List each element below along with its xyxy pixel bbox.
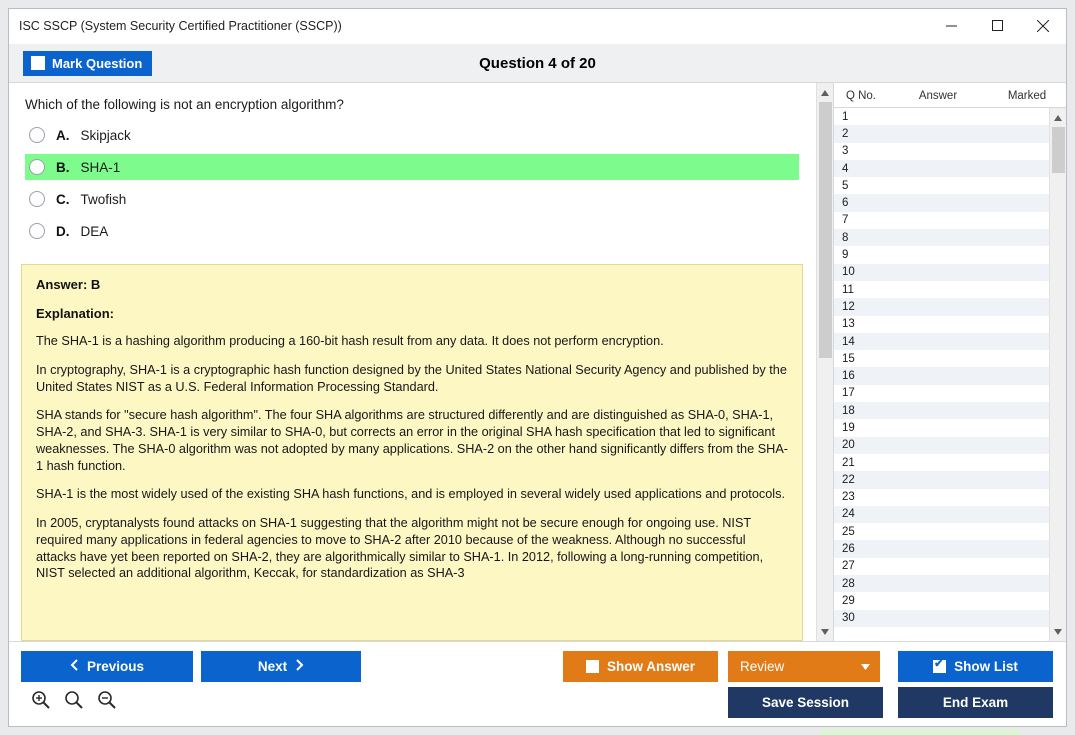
row-question-number: 5 (842, 179, 849, 192)
explanation-paragraph: SHA stands for "secure hash algorithm". The four SHA algorithms are structured differently and are distinguished as SHA-0, SHA-1, SHA-2, and SHA-3. SHA-1 is very similar to SHA-0, but corrects an error in the original SHA hash specification that led to significant weaknesses. The SHA-0 algorithm was not adopted by many applications. SHA-2 on the other hand significantly differs from the SHA-1 hash function. (36, 408, 789, 473)
column-header-marked: Marked (1007, 90, 1047, 102)
table-row[interactable] (834, 558, 1049, 575)
table-row[interactable] (834, 177, 1049, 194)
table-row[interactable] (834, 212, 1049, 229)
page-title: Question 4 of 20 (479, 54, 596, 72)
scrollbar-thumb[interactable] (1052, 127, 1065, 173)
radio-icon[interactable] (29, 191, 45, 207)
end-exam-label: End Exam (942, 695, 1009, 710)
answer-explanation-panel (21, 264, 803, 641)
row-question-number: 7 (842, 214, 849, 227)
table-row[interactable] (834, 419, 1049, 436)
row-question-number: 23 (842, 491, 855, 504)
answer-label: Answer: B (36, 277, 101, 292)
table-row[interactable] (834, 540, 1049, 557)
exam-footer (9, 641, 1066, 726)
table-row[interactable] (834, 523, 1049, 540)
next-button[interactable] (201, 651, 361, 682)
maximize-icon[interactable] (974, 9, 1020, 42)
column-header-qno: Q No. (845, 90, 877, 102)
option-letter: D. (56, 223, 70, 239)
save-session-label: Save Session (761, 695, 850, 710)
zoom-in-icon[interactable] (31, 690, 50, 714)
question-text: Which of the following is not an encryption algorithm? (25, 97, 344, 112)
mark-checkbox-icon (31, 56, 45, 70)
row-question-number: 21 (842, 456, 855, 469)
answer-options (9, 122, 815, 250)
minimize-icon[interactable] (928, 9, 974, 42)
row-question-number: 25 (842, 525, 855, 538)
table-row[interactable] (834, 575, 1049, 592)
table-row[interactable] (834, 437, 1049, 454)
radio-icon[interactable] (29, 159, 45, 175)
show-answer-label: Show Answer (606, 659, 695, 674)
option-a[interactable] (25, 122, 799, 148)
option-c[interactable] (25, 186, 799, 212)
row-question-number: 28 (842, 577, 855, 590)
question-pane (9, 83, 816, 641)
table-row[interactable] (834, 143, 1049, 160)
table-row[interactable] (834, 108, 1049, 125)
row-question-number: 4 (842, 162, 849, 175)
row-question-number: 13 (842, 318, 855, 331)
review-label: Review (740, 659, 785, 674)
table-row[interactable] (834, 367, 1049, 384)
previous-label: Previous (86, 659, 145, 674)
review-dropdown[interactable] (728, 651, 880, 682)
table-row[interactable] (834, 246, 1049, 263)
row-question-number: 9 (842, 249, 849, 262)
row-question-number: 19 (842, 421, 855, 434)
chevron-left-icon (70, 659, 79, 674)
mark-question-button[interactable] (23, 51, 152, 76)
explanation-paragraph: SHA-1 is the most widely used of the existing SHA hash functions, and is employed in several widely used applications and protocols. (36, 487, 785, 502)
row-question-number: 2 (842, 127, 849, 140)
row-question-number: 10 (842, 266, 855, 279)
radio-icon[interactable] (29, 127, 45, 143)
question-list-header (834, 83, 1066, 108)
row-question-number: 29 (842, 594, 855, 607)
table-row[interactable] (834, 316, 1049, 333)
zoom-reset-icon[interactable] (64, 690, 83, 714)
exam-body (9, 83, 1066, 641)
table-row[interactable] (834, 281, 1049, 298)
row-question-number: 15 (842, 352, 855, 365)
question-pane-scrollbar[interactable] (816, 83, 833, 641)
row-question-number: 27 (842, 560, 855, 573)
window-controls (928, 9, 1066, 43)
table-row[interactable] (834, 298, 1049, 315)
window-title: ISC SSCP (System Security Certified Practitioner (SSCP)) (19, 19, 342, 33)
scrollbar-track[interactable] (818, 100, 833, 624)
row-question-number: 1 (842, 110, 849, 123)
row-question-number: 3 (842, 145, 849, 158)
question-list-scrollbar[interactable] (1049, 108, 1066, 641)
question-list-body (834, 108, 1066, 641)
option-text: Skipjack (80, 127, 131, 143)
option-letter: C. (56, 191, 70, 207)
row-question-number: 14 (842, 335, 855, 348)
row-question-number: 30 (842, 612, 855, 625)
scroll-up-icon[interactable] (818, 85, 833, 100)
scroll-up-icon[interactable] (1051, 110, 1066, 125)
show-answer-checkbox-icon (586, 660, 599, 673)
zoom-controls (31, 690, 116, 714)
show-list-button[interactable] (898, 651, 1053, 682)
chevron-right-icon (295, 659, 304, 674)
table-row[interactable] (834, 592, 1049, 609)
option-letter: A. (56, 127, 70, 143)
save-session-button[interactable] (728, 687, 883, 718)
table-row[interactable] (834, 506, 1049, 523)
end-exam-button[interactable] (898, 687, 1053, 718)
explanation-label: Explanation: (36, 306, 115, 321)
table-row[interactable] (834, 610, 1049, 627)
table-row[interactable] (834, 489, 1049, 506)
radio-icon[interactable] (29, 223, 45, 239)
explanation-paragraph: In 2005, cryptanalysts found attacks on SHA-1 suggesting that the algorithm might not be secure enough for ongoing use. NIST required many applications in federal agencies to move to SHA-2 after 2010 because of the weakness. Although no successful attacks have yet been reported on SHA-2, they are algorithmically similar to SHA-1. In 2012, following a long-running competition, NIST selected an additional algorithm, Keccak, for standardization as SHA-3 (36, 516, 764, 581)
column-header-answer: Answer (918, 90, 958, 102)
status-strip (820, 729, 1020, 735)
table-row[interactable] (834, 194, 1049, 211)
row-question-number: 17 (842, 387, 855, 400)
scrollbar-thumb[interactable] (819, 102, 832, 358)
table-row[interactable] (834, 264, 1049, 281)
row-question-number: 18 (842, 404, 855, 417)
exam-header (9, 44, 1066, 83)
option-text: Twofish (80, 191, 127, 207)
scrollbar-track[interactable] (1051, 125, 1066, 624)
table-row[interactable] (834, 350, 1049, 367)
row-question-number: 22 (842, 473, 855, 486)
close-icon[interactable] (1020, 9, 1066, 42)
row-question-number: 16 (842, 370, 855, 383)
table-row[interactable] (834, 160, 1049, 177)
option-b[interactable] (25, 154, 799, 180)
table-row[interactable] (834, 454, 1049, 471)
option-text: SHA-1 (80, 159, 121, 175)
scroll-down-icon[interactable] (818, 624, 833, 639)
row-question-number: 24 (842, 508, 855, 521)
row-question-number: 8 (842, 231, 849, 244)
table-row[interactable] (834, 471, 1049, 488)
question-rows (834, 108, 1049, 641)
mark-question-label: Mark Question (52, 55, 143, 71)
explanation-paragraph: The SHA-1 is a hashing algorithm producing a 160-bit hash result from any data. It does not perform encryption. (36, 334, 664, 348)
show-answer-button[interactable] (563, 651, 718, 682)
option-d[interactable] (25, 218, 799, 244)
show-list-checkbox-icon (933, 660, 946, 673)
table-row[interactable] (834, 229, 1049, 246)
row-question-number: 26 (842, 543, 855, 556)
zoom-out-icon[interactable] (97, 690, 116, 714)
table-row[interactable] (834, 385, 1049, 402)
row-question-number: 12 (842, 300, 855, 313)
table-row[interactable] (834, 402, 1049, 419)
table-row[interactable] (834, 333, 1049, 350)
row-question-number: 20 (842, 439, 855, 452)
exam-window (8, 8, 1067, 727)
option-letter: B. (56, 159, 70, 175)
question-list-pane (833, 83, 1066, 641)
option-text: DEA (80, 223, 109, 239)
show-list-label: Show List (954, 659, 1018, 674)
row-question-number: 11 (842, 283, 854, 296)
previous-button[interactable] (21, 651, 193, 682)
table-row[interactable] (834, 125, 1049, 142)
chevron-down-icon (861, 662, 870, 672)
scroll-down-icon[interactable] (1051, 624, 1066, 639)
window-titlebar (9, 9, 1066, 44)
next-label: Next (257, 659, 288, 674)
explanation-paragraph: In cryptography, SHA-1 is a cryptographic hash function designed by the United States National Security Agency and published by the United States NIST as a U.S. Federal Information Processing Standard. (36, 362, 787, 394)
row-question-number: 6 (842, 197, 849, 210)
